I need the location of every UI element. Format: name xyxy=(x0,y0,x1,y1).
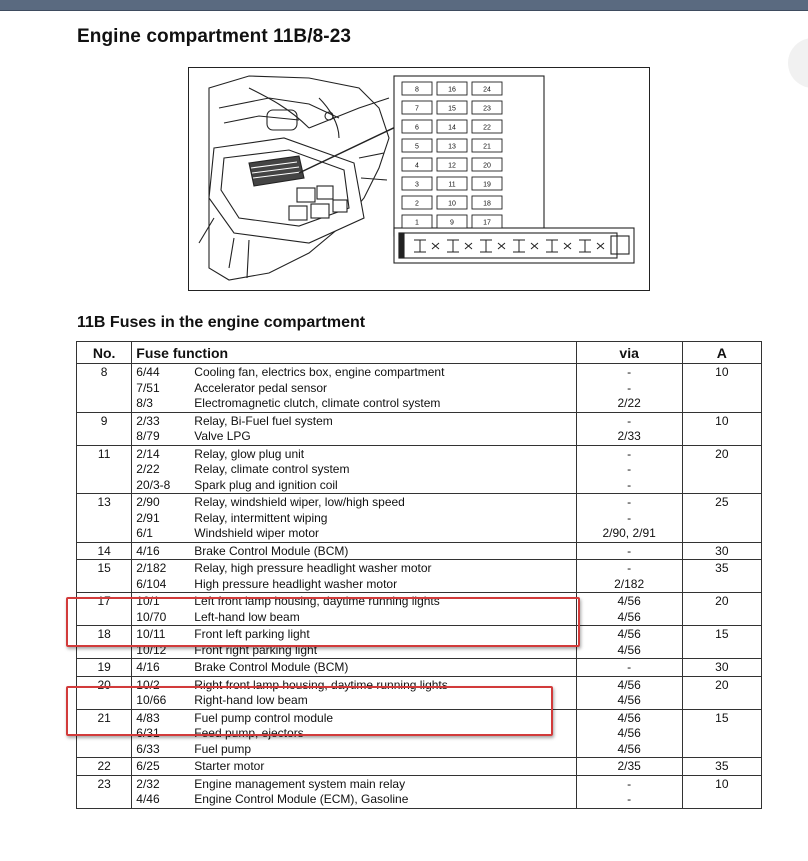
via-value: 4/56 xyxy=(617,726,641,740)
table-row xyxy=(77,659,762,677)
fuse-amperage: 10 xyxy=(682,412,761,445)
component-description: Engine management system main relay xyxy=(194,776,406,791)
via-value: 4/56 xyxy=(617,677,641,692)
via-value: - xyxy=(627,561,632,575)
component-code: 8/79 xyxy=(136,429,160,443)
fuse-amperage: 20 xyxy=(682,676,761,709)
fuse-number: 15 xyxy=(77,560,132,593)
via-value: 4/56 xyxy=(617,693,641,707)
component-code: 10/2 xyxy=(136,677,160,692)
component-code: 2/14 xyxy=(136,446,160,461)
fuse-function-line xyxy=(136,381,571,397)
fuse-slot-number: 24 xyxy=(483,86,491,94)
component-code: 2/90 xyxy=(136,495,160,509)
fuse-function-line xyxy=(136,693,571,709)
page-title: Engine compartment 11B/8-23 xyxy=(77,26,352,47)
fuse-slot-number: 18 xyxy=(483,200,491,208)
via-value: - xyxy=(627,446,632,461)
fuse-amperage: 20 xyxy=(682,593,761,626)
fuse-amperage: 35 xyxy=(682,560,761,593)
fuse-function-line xyxy=(136,526,571,542)
component-code: 6/1 xyxy=(136,526,153,540)
component-description: Relay, Bi-Fuel fuel system xyxy=(194,413,333,428)
fuse-function-line xyxy=(136,429,571,445)
fuse-slot-number: 14 xyxy=(448,124,456,132)
fuse-number: 20 xyxy=(77,676,132,709)
component-code: 10/1 xyxy=(136,594,160,608)
fuse-amperage: 30 xyxy=(682,542,761,560)
via-value: 4/56 xyxy=(617,594,641,608)
component-description: Relay, intermittent wiping xyxy=(194,510,328,525)
via-value: 2/33 xyxy=(617,429,641,443)
component-description: Fuel pump control module xyxy=(194,710,334,725)
fuse-function-line xyxy=(136,627,571,643)
fuse-function-line xyxy=(136,711,571,727)
table-row xyxy=(77,758,762,776)
component-code: 6/25 xyxy=(136,759,160,773)
fuse-number: 21 xyxy=(77,709,132,758)
component-description: Valve LPG xyxy=(194,429,251,443)
header-via: via xyxy=(576,342,682,364)
via-value: 4/56 xyxy=(617,642,641,657)
via-value: - xyxy=(627,510,632,525)
fuse-slot-number: 19 xyxy=(483,181,491,189)
fuse-amperage: 20 xyxy=(682,445,761,494)
via-value: - xyxy=(627,380,632,395)
component-description: Fuel pump xyxy=(194,741,251,756)
fuse-via-cell xyxy=(576,659,682,677)
fuse-slot-number: 12 xyxy=(448,162,456,170)
fuse-table-title: 11B Fuses in the engine compartment xyxy=(77,314,366,331)
fuse-number: 22 xyxy=(77,758,132,776)
via-value: - xyxy=(627,462,632,476)
fuse-number: 19 xyxy=(77,659,132,677)
fuse-amperage: 35 xyxy=(682,758,761,776)
component-description: Windshield wiper motor xyxy=(194,526,320,540)
via-value: - xyxy=(627,660,632,674)
fuse-slot-number: 13 xyxy=(448,143,456,151)
table-row xyxy=(77,542,762,560)
fuse-function-cell xyxy=(132,364,576,413)
fuse-function-cell xyxy=(132,775,576,808)
component-code: 10/70 xyxy=(136,609,167,624)
fuse-function-line xyxy=(136,777,571,793)
fuse-function-line xyxy=(136,577,571,593)
component-code: 6/104 xyxy=(136,576,167,591)
component-code: 4/16 xyxy=(136,660,160,674)
header-amps: A xyxy=(682,342,761,364)
fuse-slot-number: 7 xyxy=(415,105,419,113)
component-code: 2/33 xyxy=(136,413,160,428)
component-code: 10/12 xyxy=(136,642,167,657)
fuse-slot-number: 6 xyxy=(415,124,419,132)
component-description: Accelerator pedal sensor xyxy=(194,380,328,395)
fuse-function-line xyxy=(136,742,571,758)
fuse-number: 13 xyxy=(77,494,132,543)
component-code: 6/31 xyxy=(136,726,160,740)
fuse-via-cell xyxy=(576,494,682,543)
component-code: 6/33 xyxy=(136,741,160,756)
fuse-function-line xyxy=(136,365,571,381)
fuse-slot-number: 2 xyxy=(415,200,419,208)
fuse-function-line xyxy=(136,396,571,412)
fuse-amperage: 10 xyxy=(682,775,761,808)
fuse-function-line xyxy=(136,594,571,610)
component-description: Relay, climate control system xyxy=(194,462,350,476)
fuse-number: 9 xyxy=(77,412,132,445)
component-code: 4/46 xyxy=(136,792,160,806)
component-description: Left-hand low beam xyxy=(194,609,300,624)
fuse-box-illustration xyxy=(189,68,649,290)
table-row xyxy=(77,560,762,593)
fuse-slot-number: 23 xyxy=(483,105,491,113)
via-value: 4/56 xyxy=(617,741,641,756)
via-value: - xyxy=(627,543,632,558)
table-row xyxy=(77,364,762,413)
component-description: Brake Control Module (BCM) xyxy=(194,543,349,558)
component-description: Relay, high pressure headlight washer motor xyxy=(194,561,432,575)
fuse-slot-number: 4 xyxy=(415,162,419,170)
fuse-via-cell xyxy=(576,758,682,776)
fuse-number: 18 xyxy=(77,626,132,659)
fuse-via-cell xyxy=(576,676,682,709)
fuse-via-cell xyxy=(576,709,682,758)
fuse-slot-number: 22 xyxy=(483,124,491,132)
window-top-bar xyxy=(0,0,808,11)
component-description: Feed pump, ejectors xyxy=(194,726,304,740)
fuse-function-cell xyxy=(132,542,576,560)
fuse-function-line xyxy=(136,792,571,808)
fuse-slot-number: 21 xyxy=(483,143,491,151)
component-code: 2/91 xyxy=(136,510,160,525)
fuse-number: 23 xyxy=(77,775,132,808)
fuse-slot-number: 20 xyxy=(483,162,491,170)
component-description: Spark plug and ignition coil xyxy=(194,477,338,492)
component-description: Left front lamp housing, daytime running lights xyxy=(194,594,440,608)
fuse-via-cell xyxy=(576,542,682,560)
via-value: 2/35 xyxy=(617,759,641,773)
table-header-row xyxy=(77,342,762,364)
via-value: 4/56 xyxy=(617,627,641,641)
component-description: Electromagnetic clutch, climate control system xyxy=(194,396,441,410)
fuse-via-cell xyxy=(576,560,682,593)
fuse-function-line xyxy=(136,726,571,742)
header-fuse-function: Fuse function xyxy=(132,342,576,364)
table-row xyxy=(77,709,762,758)
fuse-via-cell xyxy=(576,412,682,445)
fuse-amperage: 30 xyxy=(682,659,761,677)
fuse-via-cell xyxy=(576,364,682,413)
component-description: High pressure headlight washer motor xyxy=(194,576,398,591)
component-code: 2/182 xyxy=(136,561,167,575)
fuse-amperage: 10 xyxy=(682,364,761,413)
fuse-via-cell xyxy=(576,445,682,494)
component-code: 2/32 xyxy=(136,776,160,791)
fuse-function-line xyxy=(136,660,571,676)
fuse-number: 17 xyxy=(77,593,132,626)
fuse-slot-number: 3 xyxy=(415,181,419,189)
via-value: 2/90, 2/91 xyxy=(602,526,656,540)
via-value: 4/56 xyxy=(617,609,641,624)
component-description: Right front lamp housing, daytime running lights xyxy=(194,677,448,692)
table-row xyxy=(77,593,762,626)
component-description: Starter motor xyxy=(194,759,265,773)
fuse-slot-number: 17 xyxy=(483,219,491,227)
component-code: 6/44 xyxy=(136,365,160,379)
fuse-slot-number: 8 xyxy=(415,86,419,94)
fuse-function-line xyxy=(136,495,571,511)
component-code: 8/3 xyxy=(136,396,153,410)
via-value: - xyxy=(627,495,632,509)
fuse-via-cell xyxy=(576,775,682,808)
fuse-function-cell xyxy=(132,412,576,445)
fuse-function-line xyxy=(136,544,571,560)
table-row xyxy=(77,494,762,543)
fuse-function-cell xyxy=(132,659,576,677)
component-code: 20/3-8 xyxy=(136,477,171,492)
fuse-function-line xyxy=(136,561,571,577)
via-value: - xyxy=(627,776,632,791)
component-description: Engine Control Module (ECM), Gasoline xyxy=(194,792,409,806)
component-code: 4/16 xyxy=(136,543,160,558)
fuse-function-cell xyxy=(132,758,576,776)
fuse-amperage: 15 xyxy=(682,626,761,659)
table-row xyxy=(77,626,762,659)
fuse-function-line xyxy=(136,759,571,775)
fuse-slot-number: 16 xyxy=(448,86,456,94)
fuse-number: 14 xyxy=(77,542,132,560)
fuse-function-cell xyxy=(132,445,576,494)
via-value: 2/182 xyxy=(614,576,645,591)
component-code: 7/51 xyxy=(136,380,160,395)
table-row xyxy=(77,445,762,494)
fuse-function-cell xyxy=(132,494,576,543)
via-value: 2/22 xyxy=(617,396,641,410)
fuse-function-line xyxy=(136,478,571,494)
fuse-function-line xyxy=(136,414,571,430)
fuse-slot-number: 11 xyxy=(448,181,456,189)
fuse-number: 11 xyxy=(77,445,132,494)
fuse-table xyxy=(76,341,762,809)
fuse-function-line xyxy=(136,447,571,463)
fuse-box-diagram xyxy=(188,67,650,291)
fuse-function-line xyxy=(136,511,571,527)
fuse-table-body xyxy=(77,364,762,809)
fuse-via-cell xyxy=(576,593,682,626)
component-description: Relay, windshield wiper, low/high speed xyxy=(194,495,405,509)
fuse-function-cell xyxy=(132,560,576,593)
via-value: 4/56 xyxy=(617,710,641,725)
fuse-function-cell xyxy=(132,593,576,626)
component-description: Cooling fan, electrics box, engine compartment xyxy=(194,365,445,379)
fuse-slot-number: 1 xyxy=(415,219,419,227)
fuse-function-cell xyxy=(132,676,576,709)
component-code: 10/66 xyxy=(136,693,167,707)
via-value: - xyxy=(627,365,632,379)
component-description: Front left parking light xyxy=(194,627,310,641)
fuse-via-cell xyxy=(576,626,682,659)
fuse-slot-number: 15 xyxy=(448,105,456,113)
via-value: - xyxy=(627,413,632,428)
fuse-function-line xyxy=(136,678,571,694)
fuse-amperage: 25 xyxy=(682,494,761,543)
component-code: 10/11 xyxy=(136,627,166,641)
fuse-slot-number: 10 xyxy=(448,200,456,208)
via-value: - xyxy=(627,477,632,492)
table-row xyxy=(77,412,762,445)
component-code: 2/22 xyxy=(136,462,160,476)
table-row xyxy=(77,676,762,709)
fuse-function-cell xyxy=(132,626,576,659)
fuse-amperage: 15 xyxy=(682,709,761,758)
fuse-function-cell xyxy=(132,709,576,758)
fuse-number: 8 xyxy=(77,364,132,413)
component-description: Right-hand low beam xyxy=(194,693,308,707)
component-description: Relay, glow plug unit xyxy=(194,446,305,461)
via-value: - xyxy=(627,792,632,806)
component-code: 4/83 xyxy=(136,710,160,725)
component-description: Brake Control Module (BCM) xyxy=(194,660,349,674)
fuse-slot-number: 5 xyxy=(415,143,419,151)
component-description: Front right parking light xyxy=(194,642,318,657)
fuse-slot-number: 9 xyxy=(450,219,454,227)
fuse-function-line xyxy=(136,610,571,626)
fuse-function-line xyxy=(136,643,571,659)
table-row xyxy=(77,775,762,808)
header-no: No. xyxy=(77,342,132,364)
fuse-function-line xyxy=(136,462,571,478)
